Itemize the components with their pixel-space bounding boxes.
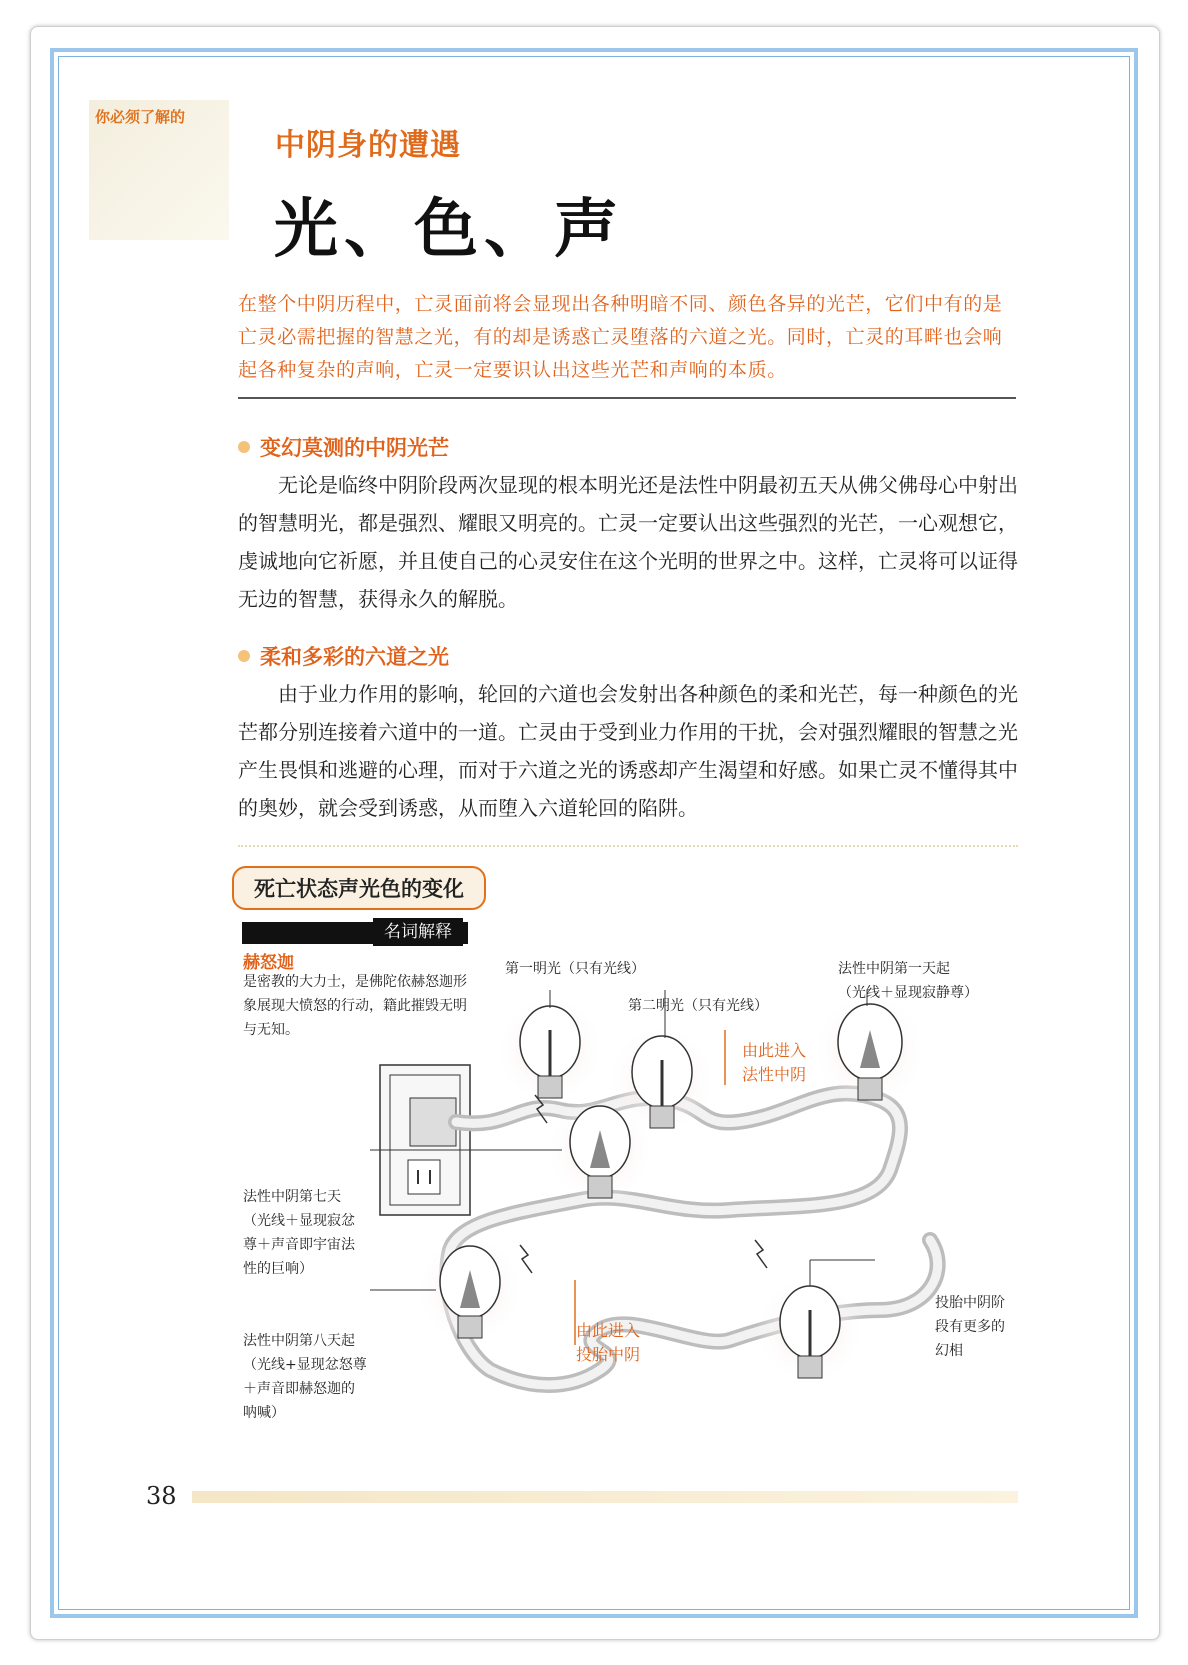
- lightning-icon: [755, 1240, 767, 1268]
- wall-socket-icon: [380, 1065, 470, 1215]
- divider: [238, 397, 1016, 399]
- label-enter-rebirth-a: 由此进入: [576, 1321, 641, 1340]
- bulb-rebirth-icon: [755, 1275, 865, 1385]
- section-body-2: 由于业力作用的影响，轮回的六道也会发射出各种颜色的柔和光芒，每一种颜色的光芒都分别连接着六道中的一道。亡灵由于受到业力作用的干扰，会对强烈耀眼的智慧之光产生畏惧和逃避的心理，而对于六道之光的诱惑却产生渴望和好感。如果亡灵不懂得其中的奥妙，就会受到诱惑，从而堕入六道轮回的陷阱。: [238, 682, 1018, 820]
- lightbulb-cord-illustration: [370, 990, 1030, 1450]
- label-dharmata-day1-b: （光线＋显现寂静尊）: [838, 985, 978, 1001]
- label-day8-c: ＋声音即赫怒迦的: [243, 1381, 355, 1397]
- bullet-dot-icon: [238, 650, 250, 662]
- page-number: 38: [146, 1482, 177, 1510]
- label-day7-c: 尊＋声音即宇宙法: [243, 1237, 355, 1253]
- bulb-day1-deity-icon: [812, 992, 928, 1108]
- diagram-title: 死亡状态声光色的变化: [232, 866, 486, 910]
- bullet-dot-icon: [238, 441, 250, 453]
- section-body-1: 无论是临终中阴阶段两次显现的根本明光还是法性中阴最初五天从佛父佛母心中射出的智慧明光，都是强烈、耀眼又明亮的。亡灵一定要认出这些强烈的光芒，一心观想它，虔诚地向它祈愿，并且使自己的心灵安住在这个光明的世界之中。这样，亡灵将可以证得无边的智慧，获得永久的解脱。: [238, 473, 1018, 611]
- section-heading-text: 变幻莫测的中阴光芒: [260, 436, 449, 460]
- label-day8-a: 法性中阴第八天起: [243, 1333, 355, 1349]
- label-day7-a: 法性中阴第七天: [243, 1189, 341, 1205]
- intro-paragraph: 在整个中阴历程中，亡灵面前将会显现出各种明暗不同、颜色各异的光芒，它们中有的是亡灵必需把握的智慧之光，有的却是诱惑亡灵堕落的六道之光。同时，亡灵的耳畔也会响起各种复杂的声响，亡灵一定要识认出这些光芒和声响的本质。: [238, 293, 1003, 381]
- section-heading-2: [238, 641, 449, 671]
- label-day8-b: （光线+显现忿怒尊: [243, 1357, 367, 1373]
- lightning-icon: [520, 1245, 532, 1273]
- label-enter-rebirth-b: 投胎中阴: [576, 1345, 641, 1364]
- label-day7-b: （光线＋显现寂忿: [243, 1213, 355, 1229]
- page-title: 光、色、声: [274, 192, 624, 267]
- label-enter-dharmata-a: 由此进入: [742, 1041, 807, 1060]
- label-enter-dharmata-b: 法性中阴: [742, 1065, 807, 1084]
- dotted-divider: [238, 845, 1018, 847]
- label-day7-d: 性的巨响）: [243, 1261, 313, 1277]
- label-rebirth-c: 幻相: [935, 1343, 963, 1359]
- label-dharmata-day1-a: 法性中阴第一天起: [838, 961, 950, 977]
- glossary-label: 名词解释: [373, 918, 463, 946]
- kicker-label: 你必须了解的: [95, 108, 186, 126]
- bulb-first-light-icon: [495, 995, 605, 1105]
- label-rebirth-b: 段有更多的: [935, 1319, 1005, 1335]
- label-day8-d: 呐喊）: [243, 1405, 285, 1421]
- section-heading-text: 柔和多彩的六道之光: [260, 645, 449, 669]
- glossary-term: 赫怒迦: [243, 953, 294, 973]
- page-subtitle: 中阴身的遭遇: [275, 128, 461, 163]
- label-first-light: 第一明光（只有光线）: [505, 961, 645, 977]
- label-second-light: 第二明光（只有光线）: [628, 998, 768, 1014]
- label-rebirth-a: 投胎中阴阶: [935, 1295, 1005, 1311]
- footer-band: [192, 1491, 1018, 1503]
- section-heading-1: [238, 432, 449, 462]
- glossary-text: 是密教的大力士，是佛陀依赫怒迦形象展现大愤怒的行动，籍此摧毁无明与无知。: [243, 974, 467, 1038]
